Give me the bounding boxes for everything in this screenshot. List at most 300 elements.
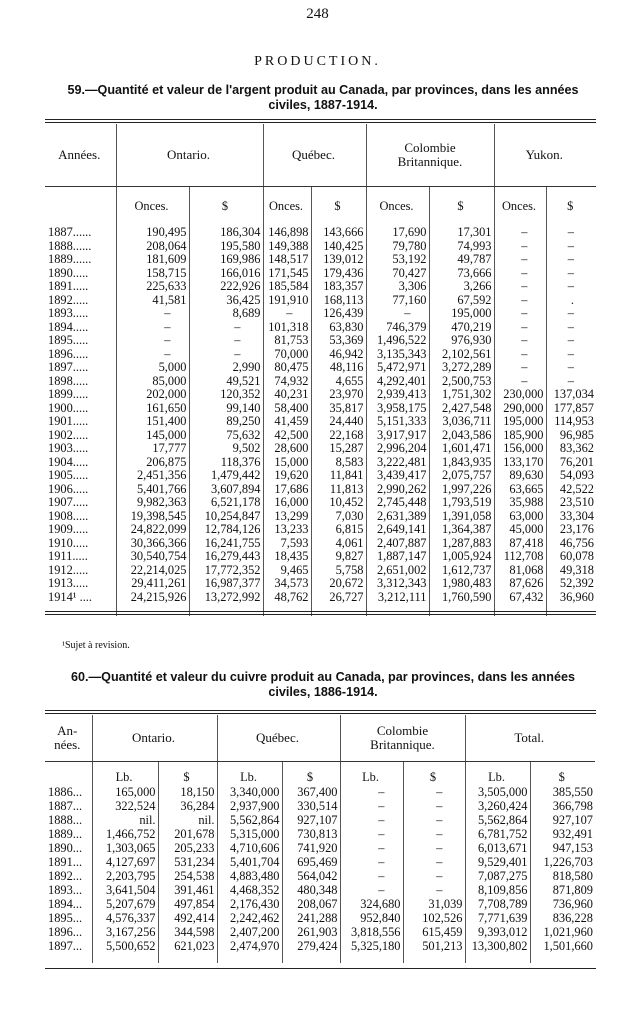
value-cell: 41,459	[263, 415, 311, 429]
value-cell: 6,781,752	[465, 827, 530, 841]
value-cell: –	[116, 348, 189, 362]
value-cell: 1,496,522	[366, 334, 429, 348]
subheader-quantity: Onces.	[116, 186, 189, 226]
value-cell: 206,875	[116, 456, 189, 470]
value-cell: 41,581	[116, 294, 189, 308]
value-cell: 169,986	[189, 253, 263, 267]
value-cell: 4,710,606	[217, 841, 282, 855]
year-cell: 1894.....	[48, 320, 89, 334]
header-quebec: Québec.	[217, 715, 340, 761]
subheader-quantity: Lb.	[340, 761, 403, 785]
year-cell: 1897...	[48, 938, 83, 953]
table-row	[45, 841, 595, 855]
value-cell: 137,034	[546, 388, 596, 402]
value-cell: 3,306	[366, 280, 429, 294]
value-cell: 80,475	[263, 361, 311, 375]
table-row	[45, 591, 596, 605]
table-row	[45, 537, 596, 551]
table-row	[45, 361, 596, 375]
value-cell: 2,451,356	[116, 469, 189, 483]
value-cell: 19,620	[263, 469, 311, 483]
value-cell: 83,362	[546, 442, 596, 456]
value-cell: –	[189, 348, 263, 362]
value-cell: 85,000	[116, 375, 189, 389]
value-cell: 53,192	[366, 253, 429, 267]
header-ontario: Ontario.	[116, 124, 263, 186]
table-row	[45, 402, 596, 416]
value-cell: 35,988	[494, 496, 546, 510]
value-cell: –	[340, 799, 403, 813]
value-cell: –	[403, 869, 465, 883]
table-60-title: 60.—Quantité et valeur du cuivre produit au Canada, par provinces, dans les années civiles, 1886-1914.	[71, 670, 575, 699]
value-cell: 89,250	[189, 415, 263, 429]
subheader-value: $	[189, 186, 263, 226]
value-cell: 54,093	[546, 469, 596, 483]
value-cell: –	[546, 334, 596, 348]
subheader-value: $	[282, 761, 340, 785]
table-row	[45, 483, 596, 497]
value-cell: 3,222,481	[366, 456, 429, 470]
value-cell: 202,000	[116, 388, 189, 402]
subheader-blank	[45, 761, 92, 785]
value-cell: 324,680	[340, 897, 403, 911]
value-cell: 2,649,141	[366, 523, 429, 537]
value-cell: 17,772,352	[189, 564, 263, 578]
value-cell: 1,997,226	[429, 483, 494, 497]
value-cell: –	[546, 361, 596, 375]
table-row	[45, 294, 596, 308]
value-cell: 146,898	[263, 226, 311, 240]
value-cell: 11,813	[311, 483, 366, 497]
table-row	[45, 469, 596, 483]
year-cell: 1900.....	[48, 401, 89, 415]
value-cell: –	[340, 869, 403, 883]
value-cell: 42,522	[546, 483, 596, 497]
value-cell: 3,272,289	[429, 361, 494, 375]
value-cell: 29,411,261	[116, 577, 189, 591]
value-cell: 30,540,754	[116, 550, 189, 564]
subheader-quantity: Lb.	[465, 761, 530, 785]
value-cell: 261,903	[282, 925, 340, 939]
subheader-row	[45, 186, 596, 226]
table-row	[45, 883, 595, 897]
value-cell: 7,087,275	[465, 869, 530, 883]
value-cell: 49,318	[546, 564, 596, 578]
table-row	[45, 855, 595, 869]
value-cell: –	[189, 321, 263, 335]
value-cell: 4,576,337	[92, 911, 158, 925]
table-row	[45, 348, 596, 362]
table-row	[45, 388, 596, 402]
value-cell: 7,708,789	[465, 897, 530, 911]
value-cell: 151,400	[116, 415, 189, 429]
value-cell: –	[494, 361, 546, 375]
value-cell: 230,000	[494, 388, 546, 402]
value-cell: 3,212,111	[366, 591, 429, 605]
value-cell: 77,160	[366, 294, 429, 308]
value-cell: 3,958,175	[366, 402, 429, 416]
value-cell: 171,545	[263, 267, 311, 281]
value-cell: 2,075,757	[429, 469, 494, 483]
value-cell: 16,987,377	[189, 577, 263, 591]
value-cell: 2,474,970	[217, 939, 282, 953]
value-cell: 2,242,462	[217, 911, 282, 925]
value-cell: 183,357	[311, 280, 366, 294]
value-cell: –	[494, 348, 546, 362]
value-cell: 366,798	[530, 799, 595, 813]
value-cell: 23,176	[546, 523, 596, 537]
value-cell: 46,756	[546, 537, 596, 551]
year-cell: 1908.....	[48, 509, 89, 523]
value-cell: –	[546, 267, 596, 281]
table-row	[45, 334, 596, 348]
value-cell: 225,633	[116, 280, 189, 294]
value-cell: 42,500	[263, 429, 311, 443]
value-cell: 195,580	[189, 240, 263, 254]
value-cell: 195,000	[494, 415, 546, 429]
value-cell: 133,170	[494, 456, 546, 470]
value-cell: 367,400	[282, 785, 340, 799]
value-cell: 208,067	[282, 897, 340, 911]
table-59-bottom-rule	[45, 611, 596, 615]
value-cell: –	[116, 307, 189, 321]
value-cell: 8,583	[311, 456, 366, 470]
value-cell: 101,318	[263, 321, 311, 335]
value-cell: 161,650	[116, 402, 189, 416]
table-row	[45, 253, 596, 267]
value-cell: 1,287,883	[429, 537, 494, 551]
table-row	[45, 523, 596, 537]
year-cell: 1912.....	[48, 563, 89, 577]
table-row	[45, 911, 595, 925]
value-cell: –	[366, 307, 429, 321]
value-cell: 22,214,025	[116, 564, 189, 578]
value-cell: 492,414	[158, 911, 217, 925]
table-row	[45, 939, 595, 953]
value-cell: 322,524	[92, 799, 158, 813]
year-cell: 1899.....	[48, 388, 89, 401]
value-cell: –	[403, 827, 465, 841]
year-cell: 1891.....	[48, 280, 89, 293]
value-cell: 6,521,178	[189, 496, 263, 510]
value-cell: 3,917,917	[366, 429, 429, 443]
value-cell: 18,150	[158, 785, 217, 799]
value-cell: 16,279,443	[189, 550, 263, 564]
table-60-top-rule	[45, 710, 596, 714]
table-row	[45, 496, 596, 510]
value-cell: 531,234	[158, 855, 217, 869]
value-cell: 5,758	[311, 564, 366, 578]
value-cell: 9,393,012	[465, 925, 530, 939]
value-cell: 2,043,586	[429, 429, 494, 443]
value-cell: 5,500,652	[92, 939, 158, 953]
value-cell: 18,435	[263, 550, 311, 564]
value-cell: 126,439	[311, 307, 366, 321]
header-years: Années.	[45, 124, 116, 186]
value-cell: 5,151,333	[366, 415, 429, 429]
value-cell: 48,116	[311, 361, 366, 375]
table-row	[45, 429, 596, 443]
subheader-row	[45, 761, 595, 785]
subheader-value: $	[311, 186, 366, 226]
value-cell: 191,910	[263, 294, 311, 308]
year-cell: 1895.....	[48, 334, 89, 347]
value-cell: 52,392	[546, 577, 596, 591]
year-cell: 1906.....	[48, 482, 89, 496]
value-cell: 952,840	[340, 911, 403, 925]
year-cell: 1903.....	[48, 442, 89, 455]
value-cell: 208,064	[116, 240, 189, 254]
value-cell: 19,398,545	[116, 510, 189, 524]
year-cell: 1907.....	[48, 496, 89, 509]
subheader-quantity: Onces.	[263, 186, 311, 226]
table-row	[45, 813, 595, 827]
value-cell: 20,672	[311, 577, 366, 591]
value-cell: 976,930	[429, 334, 494, 348]
subheader-quantity: Onces.	[494, 186, 546, 226]
value-cell: 1,479,442	[189, 469, 263, 483]
value-cell: .	[546, 294, 596, 308]
value-cell: 5,562,864	[217, 813, 282, 827]
value-cell: 102,526	[403, 911, 465, 925]
value-cell: 49,787	[429, 253, 494, 267]
table-row	[45, 456, 596, 470]
table-row	[45, 240, 596, 254]
value-cell: 2,996,204	[366, 442, 429, 456]
value-cell: 871,809	[530, 883, 595, 897]
value-cell: 13,272,992	[189, 591, 263, 605]
value-cell: 16,000	[263, 496, 311, 510]
value-cell: 79,780	[366, 240, 429, 254]
header-years: An-nées.	[45, 715, 92, 761]
value-cell: 1,887,147	[366, 550, 429, 564]
table-row	[45, 375, 596, 389]
value-cell: 35,817	[311, 402, 366, 416]
value-cell: 17,777	[116, 442, 189, 456]
year-cell: 1895...	[48, 910, 83, 925]
year-cell: 1905.....	[48, 469, 89, 482]
year-cell: 1890.....	[48, 266, 89, 280]
value-cell: nil.	[92, 813, 158, 827]
value-cell: 11,841	[311, 469, 366, 483]
year-cell: 1898.....	[48, 374, 89, 388]
value-cell: 2,990	[189, 361, 263, 375]
value-cell: 5,401,704	[217, 855, 282, 869]
value-cell: 118,376	[189, 456, 263, 470]
table-row	[45, 442, 596, 456]
value-cell: 391,461	[158, 883, 217, 897]
value-cell: 6,013,671	[465, 841, 530, 855]
value-cell: –	[546, 240, 596, 254]
value-cell: –	[546, 280, 596, 294]
value-cell: 5,325,180	[340, 939, 403, 953]
table-row	[45, 577, 596, 591]
value-cell: –	[403, 883, 465, 897]
value-cell: 9,465	[263, 564, 311, 578]
value-cell: 2,937,900	[217, 799, 282, 813]
value-cell: 201,678	[158, 827, 217, 841]
value-cell: 13,299	[263, 510, 311, 524]
value-cell: 10,452	[311, 496, 366, 510]
value-cell: 179,436	[311, 267, 366, 281]
value-cell: –	[494, 226, 546, 240]
value-cell: 3,135,343	[366, 348, 429, 362]
year-cell: 1896...	[48, 924, 83, 939]
value-cell: 818,580	[530, 869, 595, 883]
value-cell: 63,830	[311, 321, 366, 335]
value-cell: 1,226,703	[530, 855, 595, 869]
table-row	[45, 925, 595, 939]
value-cell: 1,793,519	[429, 496, 494, 510]
value-cell: 501,213	[403, 939, 465, 953]
table-row	[45, 550, 596, 564]
year-cell: 1897.....	[48, 361, 89, 374]
table-row	[45, 321, 596, 335]
value-cell: 5,472,971	[366, 361, 429, 375]
year-cell: 1909.....	[48, 523, 89, 536]
value-cell: 3,260,424	[465, 799, 530, 813]
table-row	[45, 510, 596, 524]
year-cell: 1901.....	[48, 415, 89, 428]
header-yukon: Yukon.	[494, 124, 596, 186]
value-cell: 205,233	[158, 841, 217, 855]
value-cell: 470,219	[429, 321, 494, 335]
year-cell: 1911.....	[48, 550, 88, 563]
value-cell: 279,424	[282, 939, 340, 953]
header-total: Total.	[465, 715, 595, 761]
value-cell: 46,942	[311, 348, 366, 362]
value-cell: 927,107	[530, 813, 595, 827]
value-cell: 33,304	[546, 510, 596, 524]
value-cell: 140,425	[311, 240, 366, 254]
value-cell: 48,762	[263, 591, 311, 605]
value-cell: 149,388	[263, 240, 311, 254]
value-cell: 4,127,697	[92, 855, 158, 869]
value-cell: 1,021,960	[530, 925, 595, 939]
value-cell: 67,592	[429, 294, 494, 308]
value-cell: 17,301	[429, 226, 494, 240]
value-cell: 185,584	[263, 280, 311, 294]
value-cell: 2,500,753	[429, 375, 494, 389]
value-cell: 730,813	[282, 827, 340, 841]
value-cell: 24,822,099	[116, 523, 189, 537]
value-cell: 621,023	[158, 939, 217, 953]
value-cell: 7,771,639	[465, 911, 530, 925]
table-59-title: 59.—Quantité et valeur de l'argent produit au Canada, par provinces, dans les années civiles, 1887-1914.	[67, 83, 579, 112]
year-cell: 1896.....	[48, 347, 89, 361]
table-row	[45, 307, 596, 321]
value-cell: 7,030	[311, 510, 366, 524]
value-cell: –	[494, 267, 546, 281]
value-cell: 4,883,480	[217, 869, 282, 883]
value-cell: 168,113	[311, 294, 366, 308]
value-cell: 15,000	[263, 456, 311, 470]
value-cell: 2,102,561	[429, 348, 494, 362]
subheader-value: $	[403, 761, 465, 785]
value-cell: 5,000	[116, 361, 189, 375]
value-cell: 24,440	[311, 415, 366, 429]
value-cell: –	[546, 253, 596, 267]
value-cell: –	[494, 240, 546, 254]
value-cell: 2,631,389	[366, 510, 429, 524]
value-cell: 23,510	[546, 496, 596, 510]
value-cell: 17,686	[263, 483, 311, 497]
value-cell: 9,529,401	[465, 855, 530, 869]
value-cell: 87,418	[494, 537, 546, 551]
value-cell: 190,495	[116, 226, 189, 240]
value-cell: –	[403, 785, 465, 799]
value-cell: 4,655	[311, 375, 366, 389]
value-cell: 45,000	[494, 523, 546, 537]
value-cell: 16,241,755	[189, 537, 263, 551]
value-cell: 17,690	[366, 226, 429, 240]
value-cell: 3,312,343	[366, 577, 429, 591]
year-cell: 1893.....	[48, 307, 89, 320]
value-cell: 947,153	[530, 841, 595, 855]
value-cell: –	[546, 226, 596, 240]
value-cell: –	[116, 321, 189, 335]
value-cell: 741,920	[282, 841, 340, 855]
table-row	[45, 280, 596, 294]
year-cell: 1904.....	[48, 455, 89, 469]
value-cell: nil.	[158, 813, 217, 827]
value-cell: 31,039	[403, 897, 465, 911]
value-cell: –	[494, 321, 546, 335]
value-cell: –	[494, 307, 546, 321]
value-cell: 615,459	[403, 925, 465, 939]
value-cell: 480,348	[282, 883, 340, 897]
value-cell: 75,632	[189, 429, 263, 443]
value-cell: 74,993	[429, 240, 494, 254]
value-cell: 58,400	[263, 402, 311, 416]
value-cell: 12,784,126	[189, 523, 263, 537]
value-cell: 5,207,679	[92, 897, 158, 911]
value-cell: 67,432	[494, 591, 546, 605]
value-cell: 1,843,935	[429, 456, 494, 470]
header-colombie-britannique: Colombie Britannique.	[366, 124, 494, 186]
value-cell: 3,266	[429, 280, 494, 294]
value-cell: 2,939,413	[366, 388, 429, 402]
value-cell: 3,641,504	[92, 883, 158, 897]
year-cell: 1889......	[48, 253, 92, 266]
table-row	[45, 415, 596, 429]
value-cell: –	[340, 841, 403, 855]
value-cell: 746,379	[366, 321, 429, 335]
year-cell: 1888......	[48, 239, 92, 253]
page-number: 248	[306, 6, 329, 22]
value-cell: 53,369	[311, 334, 366, 348]
value-cell: 36,284	[158, 799, 217, 813]
value-cell: 81,753	[263, 334, 311, 348]
value-cell: –	[403, 841, 465, 855]
value-cell: 6,815	[311, 523, 366, 537]
table-60-copper	[45, 715, 595, 963]
value-cell: 241,288	[282, 911, 340, 925]
year-cell: 1892...	[48, 868, 83, 883]
table-row	[45, 564, 596, 578]
value-cell: –	[494, 280, 546, 294]
year-cell: 1888...	[48, 812, 83, 827]
value-cell: 5,315,000	[217, 827, 282, 841]
value-cell: 99,140	[189, 402, 263, 416]
value-cell: 9,502	[189, 442, 263, 456]
subheader-blank	[45, 186, 116, 226]
year-cell: 1889...	[48, 826, 83, 841]
value-cell: –	[189, 334, 263, 348]
table-row	[45, 226, 596, 240]
value-cell: 3,607,894	[189, 483, 263, 497]
year-cell: 1893...	[48, 882, 83, 897]
